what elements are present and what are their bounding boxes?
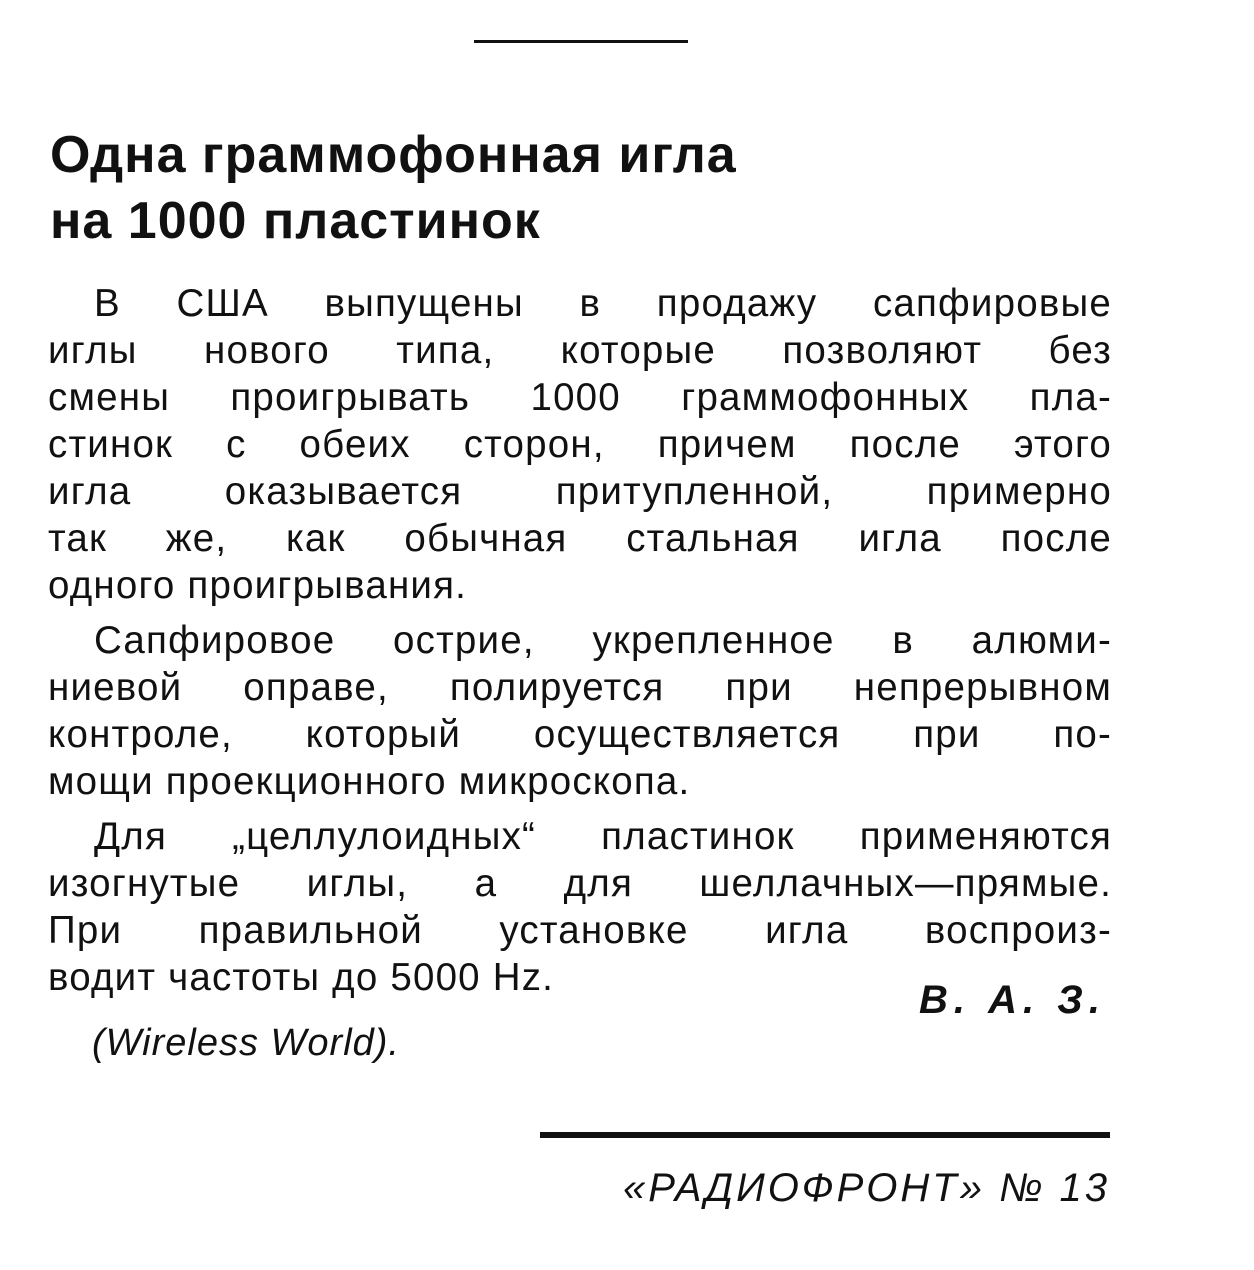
article-body (48, 280, 1112, 1009)
paragraph-2 (48, 617, 1112, 805)
text-line: так же, как обычная стальная игла после (48, 517, 1112, 560)
title-line: Одна граммофонная игла (50, 126, 737, 184)
text-line: ниевой оправе, полируется при непрерывном (48, 666, 1112, 709)
text-line: изогнутые иглы, а для шеллачных—прямые. (48, 862, 1112, 905)
text-line: одного проигрывания. (48, 564, 468, 607)
text-line: мощи проекционного микроскопа. (48, 760, 691, 803)
text-line: стинок с обеих сторон, причем после этого (48, 423, 1112, 466)
text-line: игла оказывается притупленной, примерно (48, 470, 1112, 513)
source-citation: (Wireless World). (92, 1022, 400, 1064)
paragraph-3 (48, 813, 1112, 1001)
text-line: В США выпущены в продажу сапфировые (94, 282, 1112, 325)
text-line: Для „целлулоидных“ пластинок применяются (94, 815, 1112, 858)
text-line: контроле, который осуществляется при по- (48, 713, 1112, 756)
text-line: При правильной установке игла воспроиз- (48, 909, 1112, 952)
paragraph-1 (48, 280, 1112, 609)
title-line: на 1000 пластинок (50, 192, 541, 250)
text-line: Сапфировое острие, укрепленное в алюми- (94, 619, 1112, 662)
article-title (50, 122, 950, 254)
author-initials: В. А. З. (918, 978, 1106, 1022)
publication-footer: «РАДИОФРОНТ» № 13 (622, 1166, 1110, 1210)
footer-divider (540, 1132, 1110, 1138)
top-divider (474, 40, 688, 43)
text-line: водит частоты до 5000 Hz. (48, 956, 555, 999)
text-line: смены проигрывать 1000 граммофонных пла- (48, 376, 1112, 419)
text-line: иглы нового типа, которые позволяют без (48, 329, 1112, 372)
